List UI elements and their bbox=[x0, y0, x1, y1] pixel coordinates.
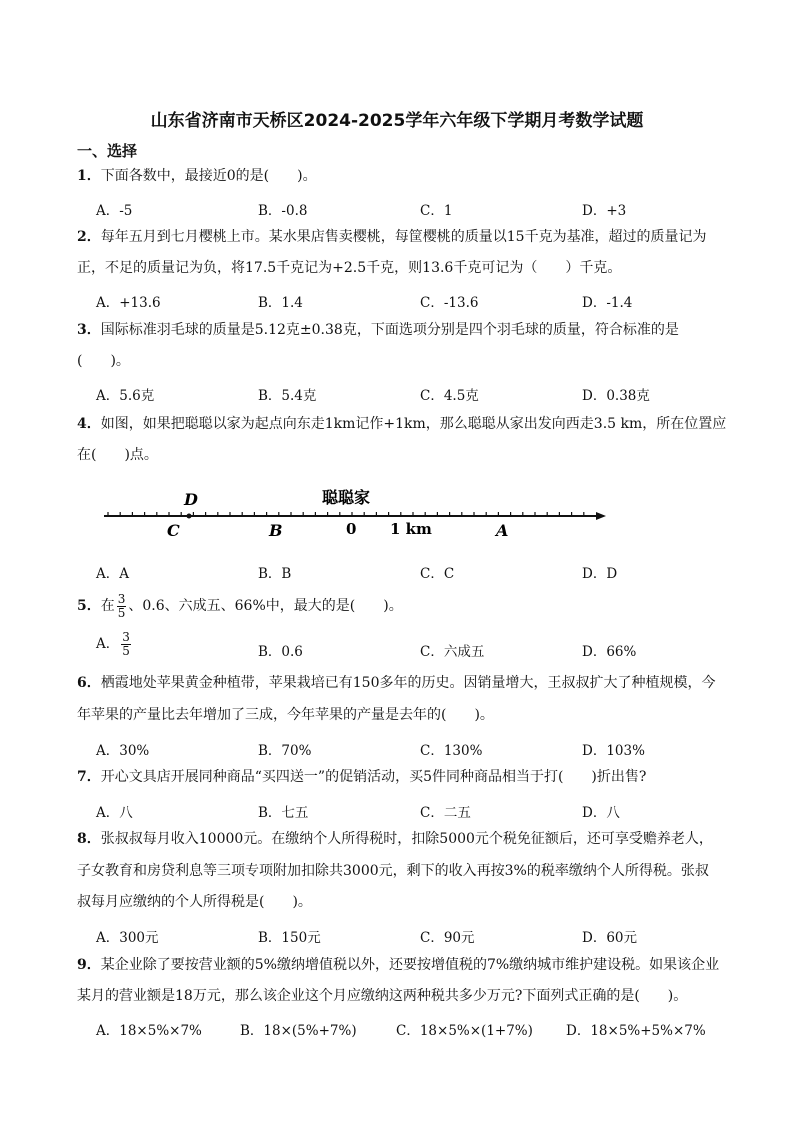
question-8-line-3: 叔每月应缴纳的个人所得税是( )。 bbox=[77, 894, 312, 910]
q8-option-c: C．90元 bbox=[420, 930, 475, 946]
q6-option-a: A．30% bbox=[96, 743, 150, 759]
q2-option-b: B．1.4 bbox=[258, 295, 303, 311]
point-d-dot bbox=[187, 514, 192, 519]
point-a-label: A bbox=[496, 521, 509, 540]
q2-option-c: C．-13.6 bbox=[420, 295, 479, 311]
q9-option-c: C．18×5%×(1+7%) bbox=[396, 1023, 533, 1039]
question-6: 6．栖霞地处苹果黄金种植带，苹果栽培已有150多年的历史。因销量增大，王叔叔扩大了种植规模，今 bbox=[77, 675, 716, 691]
q5-option-c: C．六成五 bbox=[420, 644, 485, 660]
fraction-three-fifths: $\frac{3}{5}$ bbox=[117, 591, 126, 620]
q9-option-b: B．18×(5%+7%) bbox=[240, 1023, 357, 1039]
question-4: 4．如图，如果把聪聪以家为起点向东走1km记作+1km，那么聪聪从家出发向西走3.5 km，所在位置应 bbox=[77, 416, 727, 432]
question-3: 3．国际标准羽毛球的质量是5.12克±0.38克，下面选项分别是四个羽毛球的质量，符合标准的是 bbox=[77, 322, 679, 338]
question-9-line-2: 某月的营业额是18万元，那么该企业这个月应缴纳这两种税共多少万元?下面列式正确的是( )。 bbox=[77, 988, 688, 1004]
question-3-line-2: ( )。 bbox=[77, 353, 130, 369]
question-1: 1．下面各数中，最接近0的是( )。 bbox=[77, 168, 317, 184]
question-4-line-2: 在( )点。 bbox=[77, 447, 158, 463]
question-6-line-2: 年苹果的产量比去年增加了三成，今年苹果的产量是去年的( )。 bbox=[77, 707, 494, 723]
q2-option-a: A．+13.6 bbox=[96, 295, 161, 311]
q1-option-b: B．-0.8 bbox=[258, 203, 308, 219]
home-label: 聪聪家 bbox=[322, 488, 371, 507]
q8-option-a: A．300元 bbox=[96, 930, 159, 946]
question-8: 8．张叔叔每月收入10000元。在缴纳个人所得税时，扣除5000元个税免征额后，还可享受赡养老人， bbox=[77, 831, 713, 847]
origin-label: 0 bbox=[346, 520, 357, 538]
q1-option-d: D．+3 bbox=[582, 203, 627, 219]
q9-option-a: A．18×5%×7% bbox=[96, 1023, 202, 1039]
unit-label: 1 km bbox=[390, 520, 432, 538]
q4-option-d: D．D bbox=[582, 566, 618, 582]
q5-option-d: D．66% bbox=[582, 644, 637, 660]
q3-option-a: A．5.6克 bbox=[96, 388, 155, 404]
q6-option-d: D．103% bbox=[582, 743, 645, 759]
q1-option-a: A．-5 bbox=[96, 203, 133, 219]
q7-option-a: A．八 bbox=[96, 805, 133, 821]
question-5: 5．在 $\frac{3}{5}$ 、0.6、六成五、66%中，最大的是( )。 bbox=[77, 591, 403, 620]
page-title: 山东省济南市天桥区2024-2025学年六年级下学期月考数学试题 bbox=[150, 111, 644, 131]
q7-option-c: C．二五 bbox=[420, 805, 471, 821]
q7-option-b: B．七五 bbox=[258, 805, 309, 821]
section-heading: 一、选择 bbox=[77, 142, 138, 160]
q4-option-a: A．A bbox=[96, 566, 129, 582]
q4-option-c: C．C bbox=[420, 566, 455, 582]
q6-option-c: C．130% bbox=[420, 743, 483, 759]
question-2-line-2: 正，不足的质量记为负，将17.5千克记为+2.5千克，则13.6千克可记为（ ）千克。 bbox=[77, 260, 622, 276]
q1-option-c: C．1 bbox=[420, 203, 453, 219]
question-9: 9．某企业除了要按营业额的5%缴纳增值税以外，还要按增值税的7%缴纳城市维护建设税。如果该企业 bbox=[77, 957, 720, 973]
question-8-line-2: 子女教育和房贷利息等三项专项附加扣除共3000元，剩下的收入再按3%的税率缴纳个人所得税。张叔 bbox=[77, 863, 709, 879]
q3-option-d: D．0.38克 bbox=[582, 388, 650, 404]
q8-option-b: B．150元 bbox=[258, 930, 321, 946]
q3-option-b: B．5.4克 bbox=[258, 388, 317, 404]
question-2: 2．每年五月到七月樱桃上市。某水果店售卖樱桃，每筐樱桃的质量以15千克为基准，超过的质量记为 bbox=[77, 229, 707, 245]
number-line-figure bbox=[96, 483, 616, 543]
q7-option-d: D．八 bbox=[582, 805, 620, 821]
q8-option-d: D．60元 bbox=[582, 930, 638, 946]
point-c-label: C bbox=[167, 521, 180, 540]
q6-option-b: B．70% bbox=[258, 743, 312, 759]
q5-option-b: B．0.6 bbox=[258, 644, 303, 660]
q3-option-c: C．4.5克 bbox=[420, 388, 479, 404]
question-7: 7．开心文具店开展同种商品“买四送一”的促销活动，买5件同种商品相当于打( )折出售? bbox=[77, 769, 647, 785]
q5-option-a: A． $\frac{3}{5}$ bbox=[96, 630, 130, 658]
number-line-arrow bbox=[596, 512, 606, 520]
point-b-label: B bbox=[269, 521, 283, 540]
q2-option-d: D．-1.4 bbox=[582, 295, 633, 311]
q9-option-d: D．18×5%+5%×7% bbox=[566, 1023, 706, 1039]
q4-option-b: B．B bbox=[258, 566, 292, 582]
point-d-label: D bbox=[184, 490, 198, 509]
